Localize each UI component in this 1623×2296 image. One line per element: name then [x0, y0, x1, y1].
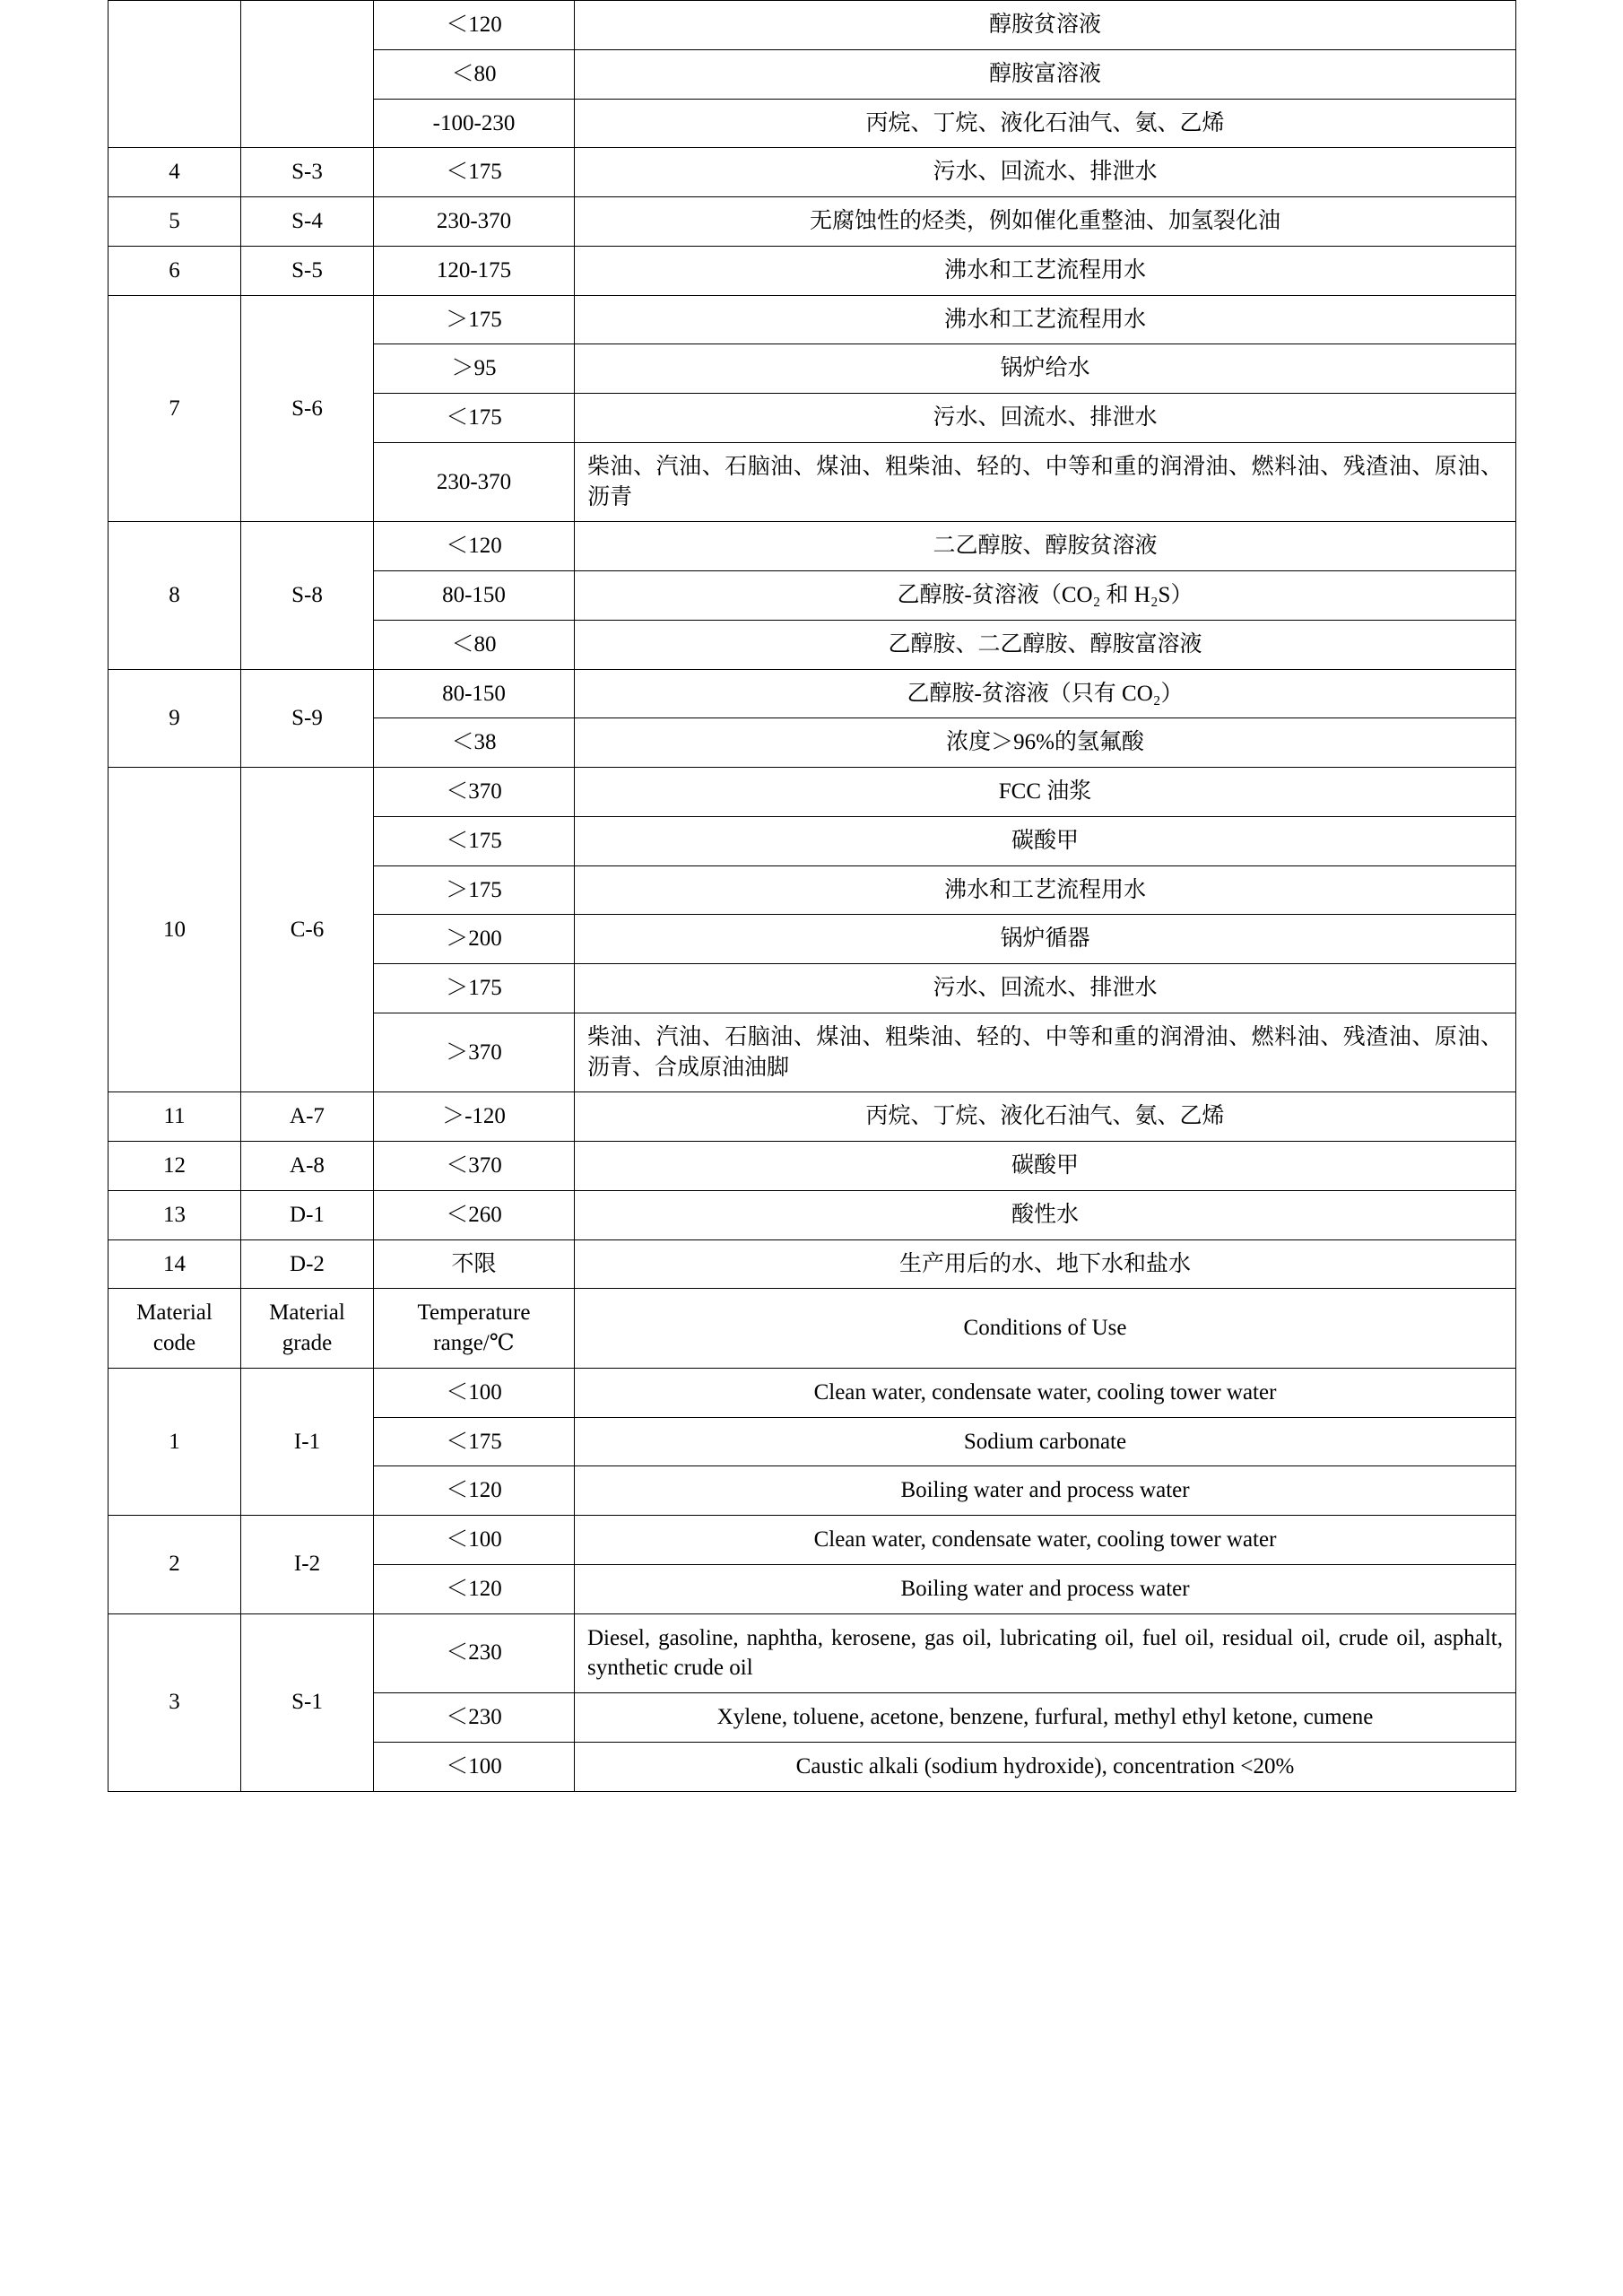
temperature-cell: 80-150: [374, 669, 575, 718]
temperature-cell: ＜370: [374, 1142, 575, 1191]
temperature-cell: ＞175: [374, 295, 575, 344]
material-code-cell: [108, 1, 241, 148]
material-code-cell: 13: [108, 1190, 241, 1239]
conditions-cell: 醇胺富溶液: [575, 49, 1516, 99]
temperature-cell: ＜38: [374, 718, 575, 768]
temperature-cell: ＞175: [374, 865, 575, 915]
temperature-cell: ＜175: [374, 394, 575, 443]
material-grade-cell: S-4: [241, 197, 374, 247]
table-row: [108, 1190, 1516, 1239]
temperature-cell: ＜230: [374, 1693, 575, 1743]
table-row: [108, 246, 1516, 295]
material-grade-cell: D-1: [241, 1190, 374, 1239]
material-grade-cell: A-7: [241, 1092, 374, 1142]
temperature-cell: -100-230: [374, 99, 575, 148]
conditions-cell: 锅炉给水: [575, 344, 1516, 394]
conditions-cell: 沸水和工艺流程用水: [575, 246, 1516, 295]
material-grade-cell: S-3: [241, 148, 374, 197]
temperature-cell: ＜100: [374, 1742, 575, 1791]
conditions-cell: 沸水和工艺流程用水: [575, 865, 1516, 915]
temperature-cell: ＜100: [374, 1368, 575, 1417]
material-code-cell: 3: [108, 1613, 241, 1791]
conditions-cell: Sodium carbonate: [575, 1417, 1516, 1466]
table-row: [108, 1092, 1516, 1142]
conditions-cell: 碳酸甲: [575, 1142, 1516, 1191]
conditions-cell: 醇胺贫溶液: [575, 1, 1516, 50]
header-line-1: Material: [136, 1300, 213, 1326]
conditions-cell: Boiling water and process water: [575, 1466, 1516, 1516]
material-grade-cell: I-2: [241, 1516, 374, 1614]
material-code-cell: 12: [108, 1142, 241, 1191]
conditions-cell: Diesel, gasoline, naphtha, kerosene, gas oil, lubricating oil, fuel oil, residual oil, crude oil, asphalt, synthetic crude oil: [575, 1613, 1516, 1693]
conditions-cell: 锅炉循器: [575, 915, 1516, 964]
material-code-cell: 10: [108, 768, 241, 1092]
temperature-cell: ＜120: [374, 1466, 575, 1516]
conditions-cell: Clean water, condensate water, cooling tower water: [575, 1368, 1516, 1417]
table-row: [108, 295, 1516, 344]
temperature-cell: 80-150: [374, 571, 575, 621]
material-grade-cell: [241, 1, 374, 148]
table-row: [108, 1239, 1516, 1289]
conditions-cell: 污水、回流水、排泄水: [575, 964, 1516, 1013]
conditions-cell: 丙烷、丁烷、液化石油气、氨、乙烯: [575, 99, 1516, 148]
material-grade-cell: S-1: [241, 1613, 374, 1791]
temperature-cell: ＞175: [374, 964, 575, 1013]
material-code-cell: 4: [108, 148, 241, 197]
header-line-1: Temperature: [417, 1300, 531, 1326]
table-row: [108, 1613, 1516, 1693]
table-row: [108, 768, 1516, 817]
column-header-material-code: [108, 1289, 241, 1369]
material-code-cell: 2: [108, 1516, 241, 1614]
conditions-cell: 乙醇胺、二乙醇胺、醇胺富溶液: [575, 620, 1516, 669]
temperature-cell: 230-370: [374, 442, 575, 522]
material-code-cell: 1: [108, 1368, 241, 1515]
material-code-cell: 14: [108, 1239, 241, 1289]
temperature-cell: ＜120: [374, 1, 575, 50]
temperature-cell: ＜260: [374, 1190, 575, 1239]
temperature-cell: 不限: [374, 1239, 575, 1289]
temperature-cell: ＜175: [374, 816, 575, 865]
material-code-cell: 11: [108, 1092, 241, 1142]
material-grade-cell: S-6: [241, 295, 374, 522]
conditions-cell: 沸水和工艺流程用水: [575, 295, 1516, 344]
conditions-cell: Clean water, condensate water, cooling tower water: [575, 1516, 1516, 1565]
material-grade-cell: D-2: [241, 1239, 374, 1289]
temperature-cell: 230-370: [374, 197, 575, 247]
conditions-cell: Boiling water and process water: [575, 1564, 1516, 1613]
temperature-cell: ＜370: [374, 768, 575, 817]
material-grade-cell: S-9: [241, 669, 374, 768]
material-grade-cell: I-1: [241, 1368, 374, 1515]
table-row: [108, 1516, 1516, 1565]
conditions-cell: FCC 油浆: [575, 768, 1516, 817]
temperature-cell: ＜120: [374, 522, 575, 571]
temperature-cell: ＜230: [374, 1613, 575, 1693]
table-row: [108, 197, 1516, 247]
conditions-cell: Xylene, toluene, acetone, benzene, furfural, methyl ethyl ketone, cumene: [575, 1693, 1516, 1743]
material-grade-cell: A-8: [241, 1142, 374, 1191]
conditions-cell: 污水、回流水、排泄水: [575, 148, 1516, 197]
temperature-cell: ＞370: [374, 1013, 575, 1092]
table-row: [108, 1368, 1516, 1417]
temperature-cell: ＜120: [374, 1564, 575, 1613]
conditions-cell: 浓度＞96%的氢氟酸: [575, 718, 1516, 768]
conditions-cell: 无腐蚀性的烃类，例如催化重整油、加氢裂化油: [575, 197, 1516, 247]
table-header-row: [108, 1289, 1516, 1369]
temperature-cell: ＜100: [374, 1516, 575, 1565]
conditions-cell: 生产用后的水、地下水和盐水: [575, 1239, 1516, 1289]
temperature-cell: ＜175: [374, 1417, 575, 1466]
table-row: [108, 1, 1516, 50]
temperature-cell: 120-175: [374, 246, 575, 295]
material-code-cell: 7: [108, 295, 241, 522]
material-code-cell: 5: [108, 197, 241, 247]
conditions-cell: 乙醇胺-贫溶液（CO₂ 和 H₂S）: [575, 571, 1516, 621]
table-row: [108, 148, 1516, 197]
conditions-cell: 柴油、汽油、石脑油、煤油、粗柴油、轻的、中等和重的润滑油、燃料油、残渣油、原油、沥青: [575, 442, 1516, 522]
conditions-cell: 乙醇胺-贫溶液（只有 CO₂）: [575, 669, 1516, 718]
temperature-cell: ＜80: [374, 49, 575, 99]
conditions-cell: 柴油、汽油、石脑油、煤油、粗柴油、轻的、中等和重的润滑油、燃料油、残渣油、原油、沥青、合成原油油脚: [575, 1013, 1516, 1092]
header-line-2: code: [152, 1331, 196, 1355]
conditions-cell: 丙烷、丁烷、液化石油气、氨、乙烯: [575, 1092, 1516, 1142]
material-grade-cell: S-5: [241, 246, 374, 295]
table-row: [108, 522, 1516, 571]
table-row: [108, 1142, 1516, 1191]
material-grade-cell: S-8: [241, 522, 374, 669]
conditions-cell: 污水、回流水、排泄水: [575, 394, 1516, 443]
temperature-cell: ＜80: [374, 620, 575, 669]
material-code-cell: 6: [108, 246, 241, 295]
column-header-temperature-range: [374, 1289, 575, 1369]
header-line-1: Material: [269, 1300, 345, 1326]
conditions-cell: 碳酸甲: [575, 816, 1516, 865]
temperature-cell: ＜175: [374, 148, 575, 197]
column-header-material-grade: [241, 1289, 374, 1369]
material-grade-cell: C-6: [241, 768, 374, 1092]
header-line-2: grade: [282, 1331, 333, 1355]
conditions-cell: Caustic alkali (sodium hydroxide), concentration <20%: [575, 1742, 1516, 1791]
material-code-cell: 8: [108, 522, 241, 669]
table-row: [108, 669, 1516, 718]
conditions-cell: 酸性水: [575, 1190, 1516, 1239]
material-conditions-table: [108, 0, 1516, 1792]
column-header-conditions-of-use: Conditions of Use: [575, 1289, 1516, 1369]
header-line-2: range/℃: [433, 1331, 515, 1355]
conditions-cell: 二乙醇胺、醇胺贫溶液: [575, 522, 1516, 571]
temperature-cell: ＞95: [374, 344, 575, 394]
material-code-cell: 9: [108, 669, 241, 768]
temperature-cell: ＞200: [374, 915, 575, 964]
temperature-cell: ＞-120: [374, 1092, 575, 1142]
